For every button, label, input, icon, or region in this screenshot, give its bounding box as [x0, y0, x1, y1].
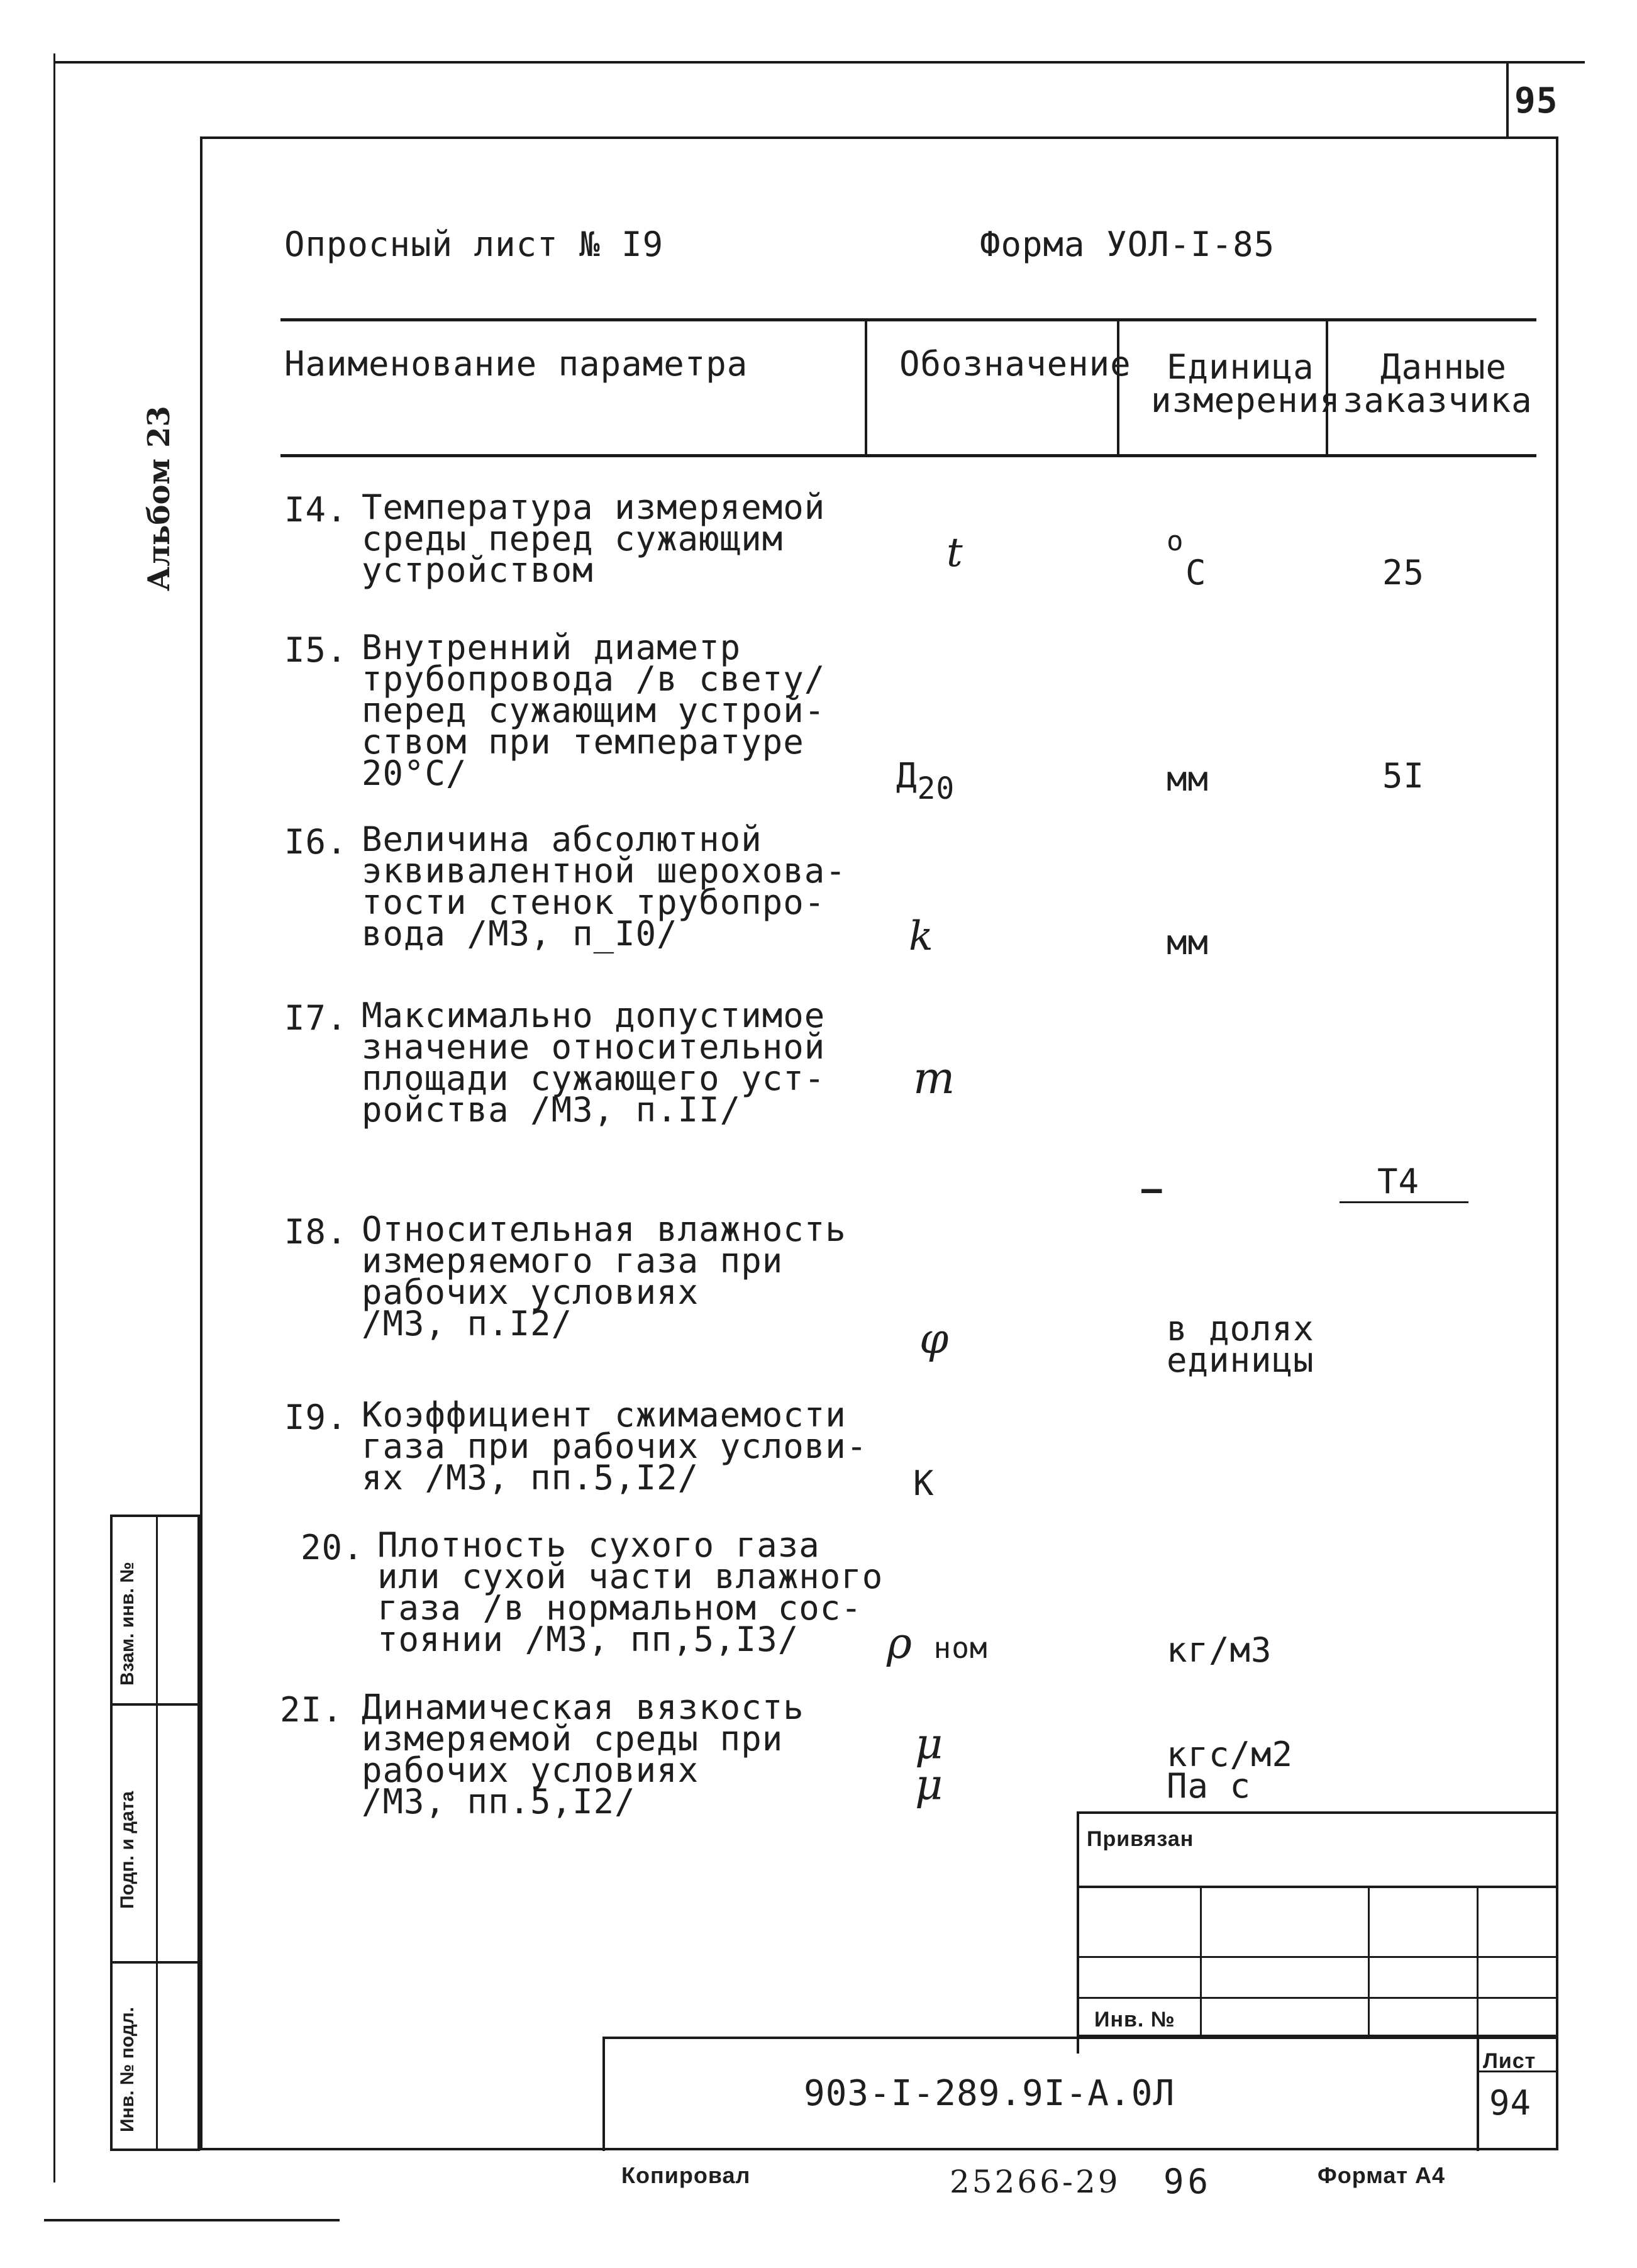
- row-21-line-4: /МЗ, пп.5,I2/: [362, 1782, 636, 1821]
- row-17-line-2: значение относительной: [362, 1027, 826, 1067]
- side-stamp-podp: Подп. и дата: [117, 1791, 138, 1909]
- row-20-line-1: Плотность сухого газа: [377, 1525, 820, 1565]
- side-stamp-vzam: Взам. инв. №: [117, 1562, 138, 1686]
- bottom-outer-line: [44, 2219, 340, 2221]
- col-header-name: Наименование параметра: [284, 344, 748, 384]
- row-21-unit-line-1: кгс/м2: [1167, 1735, 1294, 1774]
- row-16-line-4: вода /МЗ, п_I0/: [362, 914, 678, 953]
- row-17-num: I7.: [284, 998, 348, 1038]
- row-17-line-4: ройства /МЗ, п.II/: [362, 1090, 741, 1130]
- footer-format: Формат А4: [1318, 2162, 1446, 2188]
- sheet-label: Лист: [1483, 2049, 1536, 2073]
- row-18-line-1: Относительная влажность: [362, 1209, 846, 1249]
- row-15-line-4: ством при температуре: [362, 722, 804, 762]
- col-header-unit-1: Единица: [1167, 347, 1314, 387]
- form-title: Опросный лист № I9: [284, 225, 664, 264]
- binding-col-line-3: [1477, 1886, 1479, 2037]
- row-15-line-3: перед сужающим устрой-: [362, 691, 826, 730]
- row-21-line-2: измеряемой среды при: [362, 1719, 784, 1759]
- binding-col-line-1: [1200, 1886, 1202, 2037]
- row-18-unit: [1167, 1309, 1314, 1380]
- row-14-line-1: Температура измеряемой: [362, 487, 826, 527]
- row-15-value: 5I: [1382, 756, 1425, 796]
- row-21-num: 2I.: [280, 1690, 343, 1730]
- title-block-sheet-divider: [1477, 2037, 1479, 2151]
- row-18-num: I8.: [284, 1212, 348, 1252]
- row-14-line-2: среды перед сужающим: [362, 519, 784, 559]
- row-15-symbol-main: Д: [896, 756, 918, 796]
- binding-stamp-label: Привязан: [1087, 1827, 1194, 1851]
- row-17-symbol: m: [913, 1052, 956, 1104]
- row-20-symbol: [887, 1619, 988, 1669]
- row-16-line-2: эквивалентной шерохова-: [362, 851, 846, 891]
- side-stamp-divider-1: [110, 1703, 200, 1706]
- row-21-unit-line-2: Па с: [1167, 1766, 1251, 1806]
- side-stamp-inv-podl: Инв. № подл.: [117, 2006, 138, 2132]
- col-divider-1: [865, 321, 867, 454]
- footer-page: 96: [1163, 2162, 1212, 2201]
- row-16-symbol: k: [909, 913, 934, 960]
- top-outer-line: [53, 61, 1585, 64]
- table-top-line: [280, 318, 1536, 321]
- footer-number: 25266-29: [950, 2164, 1121, 2200]
- row-20-line-3: газа /в нормальном сос-: [377, 1588, 862, 1628]
- col-header-data-1: Данные: [1380, 347, 1507, 387]
- row-19-line-2: газа при рабочих услови-: [362, 1426, 868, 1466]
- row-17-text: [362, 996, 826, 1130]
- row-20-symbol-main: ρ: [887, 1619, 913, 1669]
- row-20-unit: кг/м3: [1167, 1630, 1272, 1670]
- row-15-line-2: трубопровода /в свету/: [362, 659, 826, 699]
- binding-col-line-2: [1368, 1886, 1370, 2037]
- row-19-num: I9.: [284, 1398, 348, 1437]
- row-14-text: [362, 487, 826, 590]
- row-14-unit-sup: o: [1167, 525, 1184, 557]
- row-21-text: [362, 1687, 804, 1821]
- row-17-value-underline: [1340, 1201, 1468, 1203]
- row-16-line-1: Величина абсолютной: [362, 820, 762, 859]
- row-18-line-2: измеряемого газа при: [362, 1241, 784, 1281]
- row-15-symbol: [896, 756, 955, 806]
- form-number: Форма УОЛ-I-85: [980, 225, 1275, 264]
- row-20-line-4: тоянии /МЗ, пп,5,I3/: [377, 1620, 799, 1659]
- left-outer-line: [53, 53, 55, 2182]
- row-14-unit: C: [1185, 553, 1207, 592]
- row-19-line-1: Коэффициент сжимаемости: [362, 1395, 846, 1435]
- row-14-num: I4.: [284, 490, 348, 530]
- document-code: 903-I-289.9I-A.0Л: [804, 2073, 1175, 2114]
- row-16-text: [362, 820, 846, 953]
- row-18-unit-line-1: в долях: [1167, 1309, 1314, 1348]
- side-stamp-inner-line: [156, 1515, 158, 2151]
- row-20-symbol-suffix: ном: [933, 1631, 988, 1665]
- row-19-line-3: ях /МЗ, пп.5,I2/: [362, 1458, 699, 1498]
- binding-row-line-3: [1077, 1997, 1558, 1999]
- row-18-symbol: φ: [919, 1315, 950, 1363]
- row-21-line-3: рабочих условиях: [362, 1750, 699, 1790]
- sheet-number: 94: [1489, 2083, 1532, 2123]
- row-17-value: T4: [1377, 1162, 1420, 1201]
- row-18-unit-line-2: единицы: [1167, 1340, 1314, 1380]
- album-label: Альбом 23: [142, 406, 177, 591]
- page-number-divider: [1506, 61, 1509, 136]
- row-15-line-5: 20°C/: [362, 753, 467, 793]
- binding-row-line-1: [1077, 1886, 1558, 1888]
- row-20-text: [377, 1525, 884, 1659]
- row-16-line-3: тости стенок трубопро-: [362, 882, 826, 922]
- row-20-line-2: или сухой части влажного: [377, 1557, 884, 1596]
- row-15-unit: мм: [1167, 759, 1209, 799]
- col-header-unit-2: измерения: [1151, 381, 1341, 420]
- row-19-text: [362, 1395, 868, 1498]
- row-21-line-1: Динамическая вязкость: [362, 1687, 804, 1727]
- row-19-symbol: К: [913, 1464, 935, 1503]
- row-17-line-1: Максимально допустимое: [362, 996, 826, 1035]
- side-stamp-divider-2: [110, 1961, 200, 1964]
- binding-row-line-2: [1077, 1956, 1558, 1958]
- row-21-unit: [1167, 1735, 1294, 1806]
- page-number: 95: [1514, 81, 1558, 121]
- col-header-symbol: Обозначение: [899, 344, 1131, 384]
- inv-no-label: Инв. №: [1094, 2008, 1175, 2032]
- row-14-line-3: устройством: [362, 550, 594, 590]
- footer-copied: Копировал: [621, 2162, 751, 2188]
- row-21-symbol-2: μ: [915, 1760, 944, 1810]
- row-21-symbol-1: μ: [915, 1720, 944, 1769]
- row-15-text: [362, 628, 826, 793]
- row-18-line-3: рабочих условиях: [362, 1272, 699, 1312]
- row-15-num: I5.: [284, 630, 348, 670]
- row-16-num: I6.: [284, 822, 348, 862]
- row-15-symbol-sub: 20: [917, 771, 955, 806]
- row-17-unit: –: [1141, 1169, 1163, 1209]
- row-15-line-1: Внутренний диаметр: [362, 628, 741, 667]
- col-header-data-2: заказчика: [1343, 381, 1533, 420]
- row-20-num: 20.: [301, 1528, 364, 1567]
- table-header-bottom-line: [280, 454, 1536, 457]
- row-16-unit: мм: [1167, 923, 1209, 962]
- row-17-line-3: площади сужающего уст-: [362, 1059, 826, 1098]
- col-divider-2: [1117, 321, 1119, 454]
- row-14-value: 25: [1382, 553, 1425, 592]
- row-14-symbol: t: [946, 530, 963, 576]
- row-18-line-4: /МЗ, п.I2/: [362, 1304, 573, 1343]
- row-18-text: [362, 1209, 846, 1343]
